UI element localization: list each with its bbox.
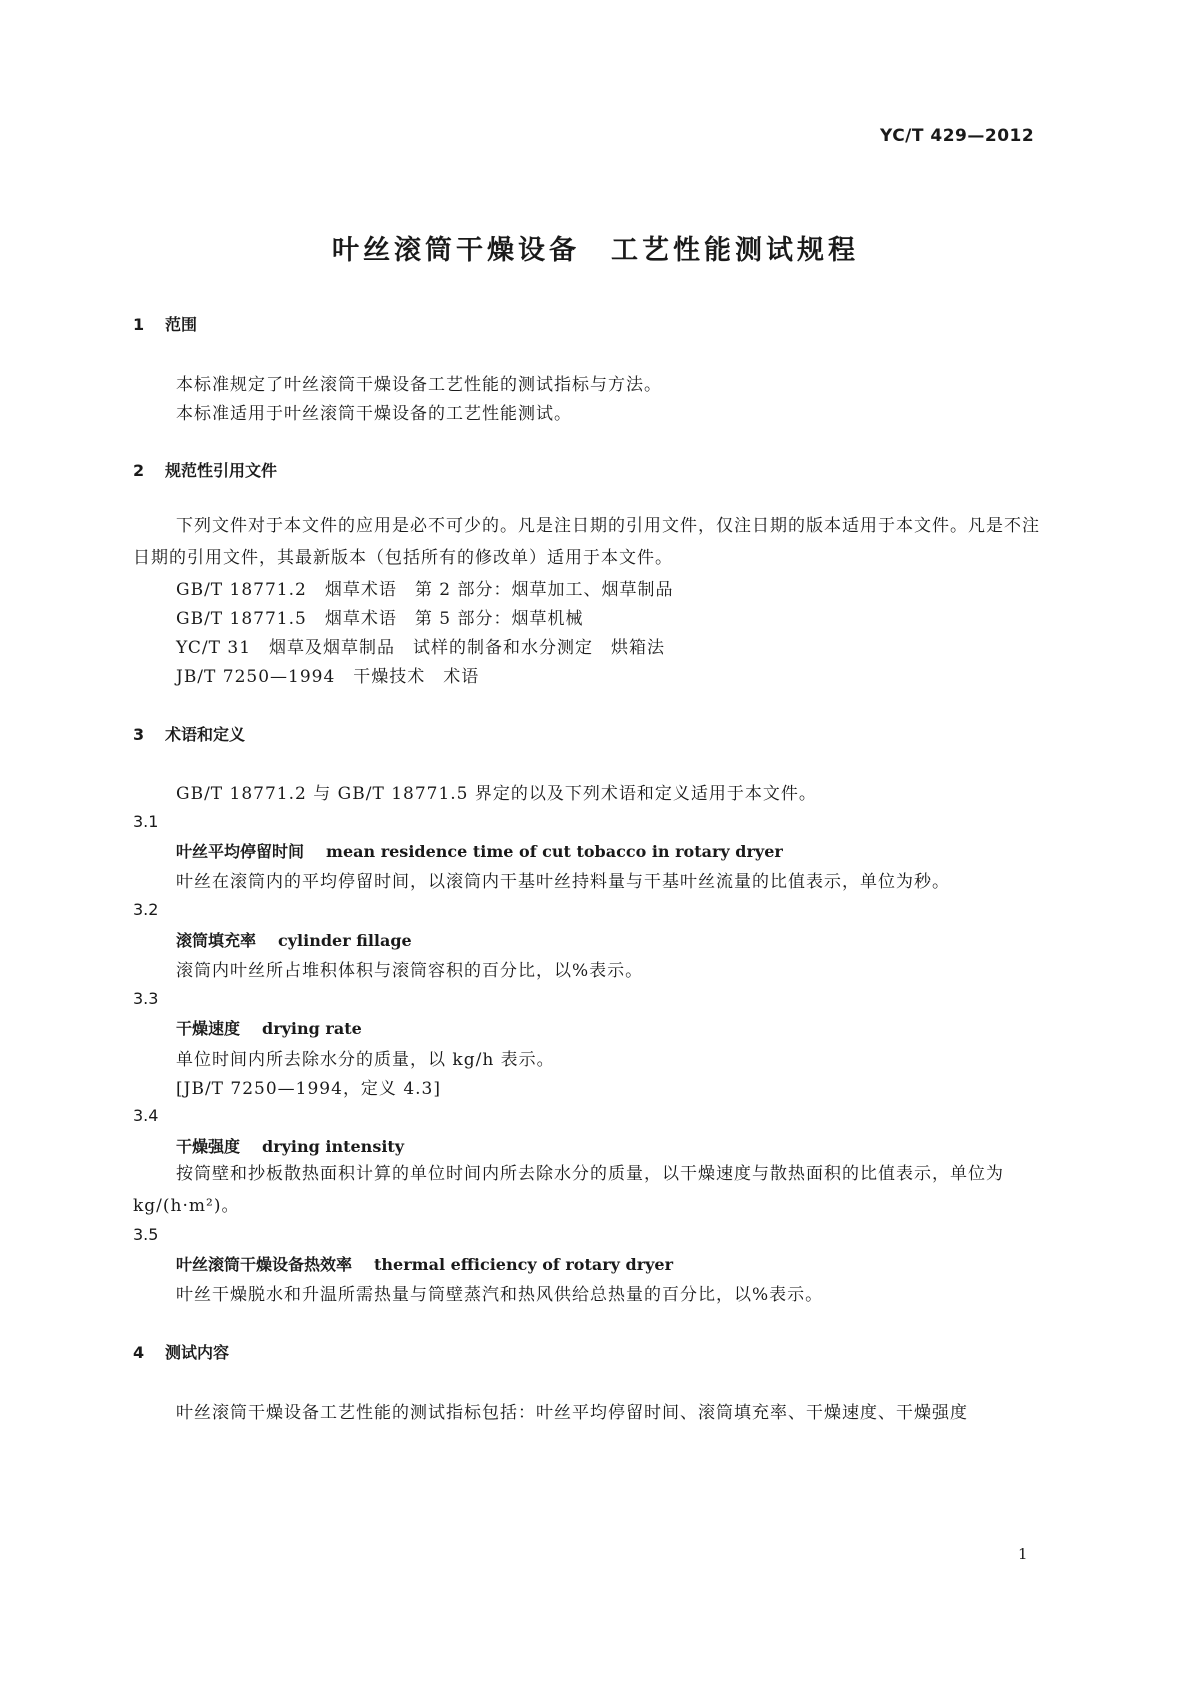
standard-code: YC/T 429—2012 xyxy=(880,126,1035,146)
section-title: 术语和定义 xyxy=(165,725,246,744)
document-title: 叶丝滚筒干燥设备 工艺性能测试规程 xyxy=(332,235,859,266)
term-heading xyxy=(176,928,412,951)
clause-number: 3.1 xyxy=(133,812,159,831)
term-definition: 按筒壁和抄板散热面积计算的单位时间内所去除水分的质量，以干燥速度与散热面积的比值表示，单位为 kg/(h·m²)。 xyxy=(133,1164,1004,1216)
term-heading xyxy=(176,1252,673,1275)
term-heading xyxy=(176,1016,362,1039)
term-heading xyxy=(176,1134,404,1157)
section-3-heading xyxy=(133,722,245,745)
section-1-heading xyxy=(133,312,197,335)
section-title: 测试内容 xyxy=(165,1343,230,1362)
clause-number: 3.5 xyxy=(133,1225,159,1244)
section-4-heading xyxy=(133,1340,229,1363)
term-en: drying rate xyxy=(262,1019,362,1038)
term-definition: 单位时间内所去除水分的质量，以 kg/h 表示。 xyxy=(176,1050,555,1070)
scope-paragraph-2: 本标准适用于叶丝滚筒干燥设备的工艺性能测试。 xyxy=(176,404,572,424)
section-number: 2 xyxy=(133,461,145,480)
term-heading xyxy=(176,839,783,862)
terms-intro-paragraph: GB/T 18771.2 与 GB/T 18771.5 界定的以及下列术语和定义适用于本文件。 xyxy=(176,784,817,804)
section-title: 范围 xyxy=(165,315,198,334)
clause-number: 3.3 xyxy=(133,989,159,1008)
section-2-heading xyxy=(133,458,277,481)
term-definition: 滚筒内叶丝所占堆积体积与滚筒容积的百分比，以%表示。 xyxy=(176,961,644,981)
reference-item: YC/T 31 烟草及烟草制品 试样的制备和水分测定 烘箱法 xyxy=(176,638,666,658)
term-zh: 滚筒填充率 xyxy=(176,931,257,950)
clause-number: 3.2 xyxy=(133,900,159,919)
test-content-paragraph: 叶丝滚筒干燥设备工艺性能的测试指标包括：叶丝平均停留时间、滚筒填充率、干燥速度、干燥强度 xyxy=(176,1403,968,1423)
term-zh: 叶丝滚筒干燥设备热效率 xyxy=(176,1255,353,1274)
page-number: 1 xyxy=(1018,1545,1028,1563)
term-en: cylinder fillage xyxy=(278,931,412,950)
reference-item: JB/T 7250—1994 干燥技术 术语 xyxy=(176,667,480,687)
term-en: drying intensity xyxy=(262,1137,405,1156)
term-definition: 叶丝干燥脱水和升温所需热量与筒壁蒸汽和热风供给总热量的百分比，以%表示。 xyxy=(176,1285,824,1305)
section-number: 4 xyxy=(133,1343,145,1362)
term-zh: 叶丝平均停留时间 xyxy=(176,842,305,861)
reference-item: GB/T 18771.2 烟草术语 第 2 部分：烟草加工、烟草制品 xyxy=(176,580,674,600)
clause-number: 3.4 xyxy=(133,1106,159,1125)
term-en: thermal efficiency of rotary dryer xyxy=(374,1255,674,1274)
scope-paragraph-1: 本标准规定了叶丝滚筒干燥设备工艺性能的测试指标与方法。 xyxy=(176,375,662,395)
reference-item: GB/T 18771.5 烟草术语 第 5 部分：烟草机械 xyxy=(176,609,584,629)
section-title: 规范性引用文件 xyxy=(165,461,278,480)
term-definition: 叶丝在滚筒内的平均停留时间，以滚筒内干基叶丝持料量与干基叶丝流量的比值表示，单位为秒。 xyxy=(176,872,950,892)
term-zh: 干燥速度 xyxy=(176,1019,241,1038)
term-source-note: [JB/T 7250—1994，定义 4.3] xyxy=(176,1079,442,1099)
section-number: 1 xyxy=(133,315,145,334)
normative-intro-paragraph: 下列文件对于本文件的应用是必不可少的。凡是注日期的引用文件，仅注日期的版本适用于本文件。凡是不注日期的引用文件，其最新版本（包括所有的修改单）适用于本文件。 xyxy=(133,516,1040,568)
term-zh: 干燥强度 xyxy=(176,1137,241,1156)
section-number: 3 xyxy=(133,725,145,744)
term-en: mean residence time of cut tobacco in rotary dryer xyxy=(326,842,783,861)
